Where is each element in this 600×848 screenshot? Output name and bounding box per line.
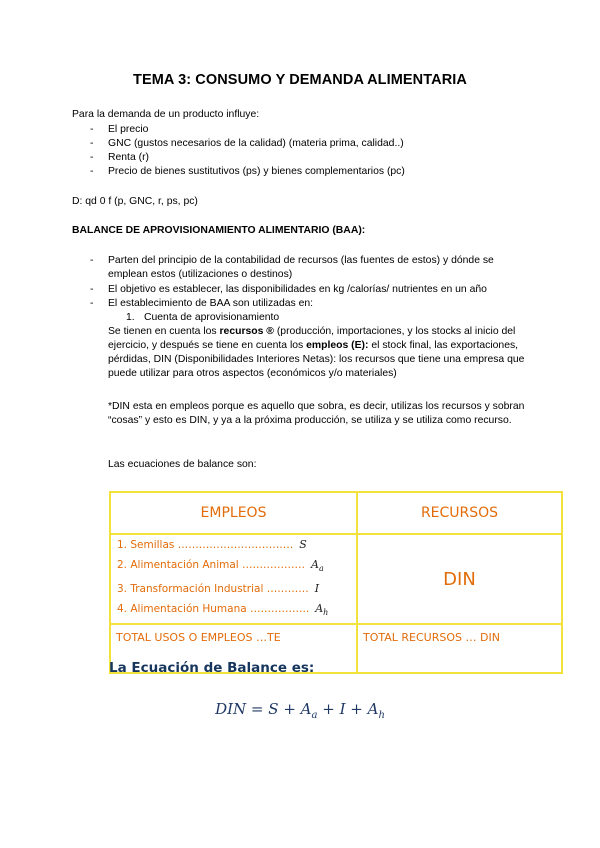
equations-intro: Las ecuaciones de balance son: <box>108 459 257 470</box>
eq-plus: + <box>345 700 368 718</box>
numbered-index: 1. <box>126 312 135 323</box>
employment-items <box>110 534 357 624</box>
baa-point: emplean estos (utilizaciones o destinos) <box>108 269 293 280</box>
bullet-dash: - <box>90 255 94 266</box>
item-symbol-sub: a <box>319 564 324 574</box>
eq-h: A <box>367 700 379 718</box>
balance-equation-title: La Ecuación de Balance es: <box>109 660 315 676</box>
intro-text: Para la demanda de un producto influye: <box>72 109 260 120</box>
employment-item <box>117 579 356 599</box>
balance-table <box>109 491 563 674</box>
bullet-dash: - <box>90 138 94 149</box>
demand-formula: D: qd 0 f (p, GNC, r, ps, pc) <box>72 196 198 207</box>
para-bold-employments: empleos (E): <box>306 340 369 351</box>
item-symbol: I <box>314 582 320 596</box>
eq-plus: + <box>278 700 301 718</box>
para-text: el stock final, las exportaciones, pérdidas, DIN (Disponibilidades Interiores Netas): los recursos que tiene una empresa que puede utilizar para otros aspectos (económicos y/o materiales) <box>108 340 525 379</box>
balance-equation <box>0 700 600 721</box>
item-symbol: S <box>299 538 307 551</box>
din-cell: DIN <box>357 534 562 624</box>
numbered-label: Cuenta de aprovisionamiento <box>144 312 280 323</box>
bullet-dash: - <box>90 152 94 163</box>
item-label: 3. Transformación Industrial ………… <box>117 583 309 596</box>
baa-point: El establecimiento de BAA son utilizadas en: <box>108 298 314 309</box>
factor-item: Precio de bienes sustitutivos (ps) y bienes complementarios (pc) <box>108 166 405 177</box>
factor-item: El precio <box>108 124 149 135</box>
page-title: TEMA 3: CONSUMO Y DEMANDA ALIMENTARIA <box>133 72 467 88</box>
baa-point: Parten del principio de la contabilidad de recursos (las fuentes de estos) y dónde se <box>108 255 494 266</box>
header-employments: EMPLEOS <box>110 492 357 534</box>
employment-item <box>117 555 356 579</box>
eq-a-sub: a <box>311 710 318 721</box>
item-symbol: $A_a$ <box>311 558 324 574</box>
employment-item <box>117 535 356 555</box>
eq-equals: = <box>246 700 269 718</box>
bullet-dash: - <box>90 284 94 295</box>
bullet-dash: - <box>90 166 94 177</box>
para-text: Se tienen en cuenta los <box>108 326 220 337</box>
item-label: 1. Semillas …………………………… <box>117 539 294 551</box>
para-text: (producción, importaciones, y los stocks al inicio del ejercicio, y después se tiene en cuenta los <box>108 326 516 351</box>
bullet-dash: - <box>90 298 94 309</box>
eq-i: I <box>339 700 346 718</box>
eq-h-sub: h <box>378 710 385 721</box>
header-resources: RECURSOS <box>357 492 562 534</box>
item-label: 2. Alimentación Animal ……………… <box>117 559 306 571</box>
total-resources: TOTAL RECURSOS … DIN <box>357 624 562 673</box>
section-heading: BALANCE DE APROVISIONAMIENTO ALIMENTARIO (BAA): <box>72 225 366 236</box>
total-employments: TOTAL USOS O EMPLEOS …TE <box>110 624 357 673</box>
eq-plus: + <box>317 700 340 718</box>
din-note-text: *DIN esta en empleos porque es aquello que sobra, es decir, utilizas los recursos y sobran “cosas” y esto es DIN, y ya a la próxima producción, se utiliza y se utiliza como recurso. <box>108 401 525 426</box>
para-bold-resources: recursos ® <box>219 326 274 337</box>
item-label: 4. Alimentación Humana …………….. <box>117 603 310 616</box>
item-symbol: $A_h$ <box>315 602 329 618</box>
factor-item: Renta (r) <box>108 152 149 163</box>
bullet-dash: - <box>90 124 94 135</box>
item-symbol-sub: h <box>323 608 329 618</box>
eq-s: S <box>268 700 279 718</box>
baa-point: El objetivo es establecer, las disponibilidades en kg /calorías/ nutrientes en un año <box>108 284 487 295</box>
din-note-paragraph <box>108 400 528 428</box>
eq-a: A <box>300 700 312 718</box>
eq-lhs: DIN <box>215 700 247 718</box>
resources-paragraph <box>108 325 528 381</box>
factor-item: GNC (gustos necesarios de la calidad) (materia prima, calidad..) <box>108 138 404 149</box>
employment-item <box>117 599 356 623</box>
